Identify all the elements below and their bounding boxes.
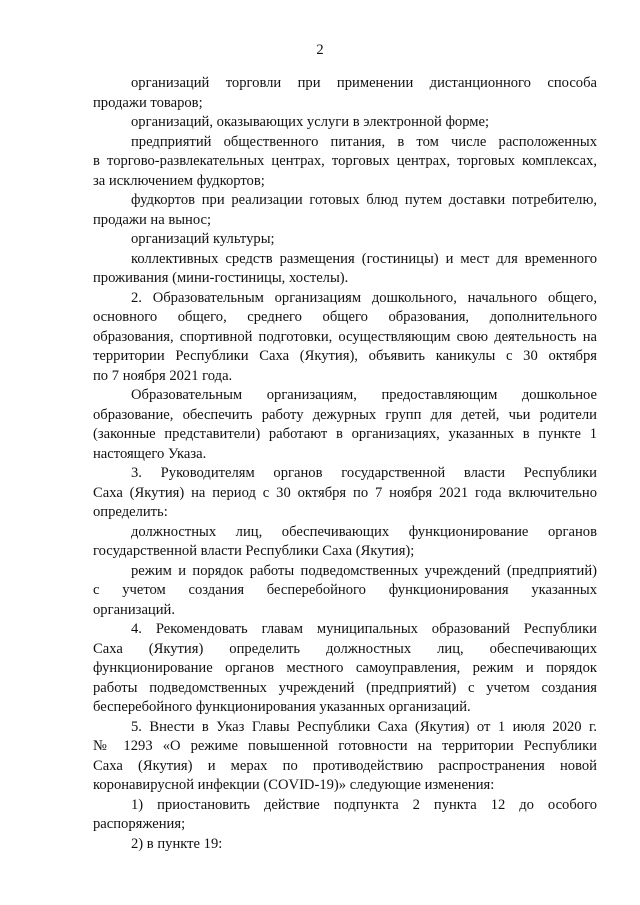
text-line: коллективных средств размещения (гостиницы) и мест для временного [131, 251, 597, 267]
text-line: образование, обеспечить работу дежурных групп для детей, чьи родители [93, 407, 597, 423]
text-line: 2) в пункте 19: [131, 836, 223, 852]
text-line: функционирование органов местного самоуправления, режим и порядок [93, 660, 597, 676]
text-line: должностных лиц, обеспечивающих функционирование органов [131, 524, 597, 540]
text-line: Саха (Якутия) и мерах по противодействию распространения новой [93, 758, 597, 774]
text-line: образования, спортивной подготовки, осуществляющим свою деятельность на [93, 329, 597, 345]
text-line: Образовательным организациям, предоставляющим дошкольное [131, 387, 597, 403]
text-line: предприятий общественного питания, в том числе расположенных [131, 134, 597, 150]
text-line: № 1293 «О режиме повышенной готовности на территории Республики [93, 738, 597, 754]
text-line: организаций, оказывающих услуги в электронной форме; [131, 114, 490, 130]
text-line: режим и порядок работы подведомственных учреждений (предприятий) [131, 563, 597, 579]
text-line: с учетом создания бесперебойного функционирования указанных [93, 582, 597, 598]
text-line: 4. Рекомендовать главам муниципальных образований Республики [131, 621, 597, 637]
text-line: 2. Образовательным организациям дошкольного, начального общего, [131, 290, 597, 306]
page-number: 2 [316, 42, 324, 58]
text-line: организаций. [93, 602, 175, 618]
text-line: организаций торговли при применении дистанционного способа [131, 75, 597, 91]
text-line: по 7 ноября 2021 года. [93, 368, 233, 384]
text-line: 3. Руководителям органов государственной власти Республики [131, 465, 597, 481]
text-line: в торгово-развлекательных центрах, торговых центрах, торговых комплексах, [93, 153, 597, 169]
text-line: Саха (Якутия) на период с 30 октября по 7 ноября 2021 года включительно [93, 485, 597, 501]
text-line: определить: [93, 504, 168, 520]
text-line: коронавирусной инфекции (COVID-19)» следующие изменения: [93, 777, 495, 793]
text-line: территории Республики Саха (Якутия), объявить каникулы с 30 октября [93, 348, 597, 364]
text-line: настоящего Указа. [93, 446, 207, 462]
text-line: проживания (мини-гостиницы, хостелы). [93, 270, 349, 286]
text-line: государственной власти Республики Саха (Якутия); [93, 543, 415, 559]
text-line: распоряжения; [93, 816, 186, 832]
text-line: фудкортов при реализации готовых блюд путем доставки потребителю, [131, 192, 597, 208]
text-line: продажи товаров; [93, 95, 203, 111]
text-line: основного общего, среднего общего образования, дополнительного [93, 309, 597, 325]
text-line: 1) приостановить действие подпункта 2 пункта 12 до особого [131, 797, 597, 813]
text-line: за исключением фудкортов; [93, 173, 265, 189]
text-line: бесперебойного функционирования указанных организаций. [93, 699, 471, 715]
text-line: работы подведомственных учреждений (предприятий) с учетом создания [93, 680, 597, 696]
text-line: 5. Внести в Указ Главы Республики Саха (Якутия) от 1 июля 2020 г. [131, 719, 597, 735]
text-line: Саха (Якутия) определить должностных лиц, обеспечивающих [93, 641, 597, 657]
text-line: продажи на вынос; [93, 212, 212, 228]
text-line: организаций культуры; [131, 231, 275, 247]
text-line: (законные представители) работают в организациях, указанных в пункте 1 [93, 426, 597, 442]
